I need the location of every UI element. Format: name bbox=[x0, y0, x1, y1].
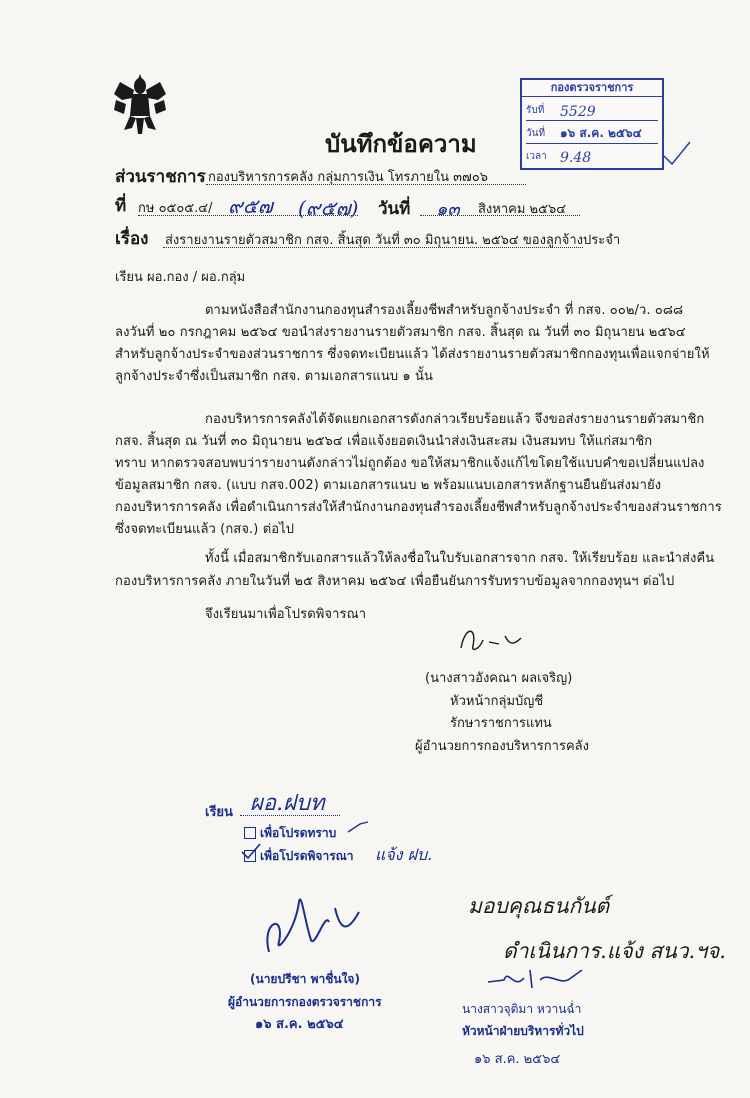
paragraph-line: กองบริหารการคลัง เพื่อดำเนินการส่งให้สำนักงานกองทุนสำรองเลี้ยงชีพสำหรับลูกจ้างประจำของส่วนราชการ bbox=[115, 500, 722, 515]
handwritten-order-line1: มอบคุณธนกันต์ bbox=[468, 894, 610, 918]
paragraph-line: ทราบ หากตรวจสอบพบว่ารายงานดังกล่าวไม่ถูกต้อง ขอให้สมาชิกแจ้งแก้ไขโดยใช้แบบคำขอเปลี่ยนแปลง bbox=[115, 456, 705, 471]
stamp-receive-number: 5529 bbox=[560, 104, 596, 120]
paragraph-line: กองบริหารการคลัง ภายในวันที่ ๒๕ สิงหาคม ๒๕๖๔ เพื่อยืนยันการรับทราบข้อมูลจากกองทุนฯ ต่อไป bbox=[115, 574, 675, 589]
signatory-1-acting: รักษาราชการแทน bbox=[450, 716, 552, 731]
minute-handwritten-note: แจ้ง ฝบ. bbox=[375, 845, 433, 864]
signature-1 bbox=[455, 622, 535, 662]
minute-handwritten-to: ผอ.ฝบท bbox=[250, 791, 325, 816]
stamp-label-receive: รับที่ bbox=[526, 105, 545, 116]
signature-3 bbox=[484, 962, 594, 996]
date-label: วันที่ bbox=[378, 199, 411, 219]
subject-label: เรื่อง bbox=[115, 229, 149, 249]
checkmark-icon bbox=[346, 820, 370, 840]
signatory-1-name: (นางสาวอังคณา ผลเจริญ) bbox=[425, 671, 573, 686]
date-day: ๑๓ bbox=[436, 199, 460, 220]
paragraph-line: ลูกจ้างประจำซึ่งเป็นสมาชิก กสจ. ตามเอกสารแนบ ๑ นั้น bbox=[115, 369, 433, 384]
signatory-3-position: หัวหน้าฝ่ายบริหารทั่วไป bbox=[462, 1024, 584, 1038]
checkmark-icon bbox=[662, 140, 692, 170]
receiving-stamp bbox=[520, 78, 664, 170]
signatory-2-name: (นายปรีชา พาชื่นใจ) bbox=[250, 972, 360, 986]
garuda-emblem-icon bbox=[110, 70, 170, 142]
checkbox-acknowledge[interactable] bbox=[244, 827, 256, 839]
ref-label: ที่ bbox=[115, 196, 127, 216]
signatory-3-name: นางสาวจุติมา หวานฉ่ำ bbox=[462, 1002, 582, 1016]
minute-label: เรียน bbox=[205, 805, 233, 820]
subject-value: ส่งรายงานรายตัวสมาชิก กสจ. สิ้นสุด วันที่ ๓๐ มิถุนายน. ๒๕๖๔ ของลูกจ้างประจำ bbox=[165, 233, 621, 248]
stamp-org: กองตรวจราชการ bbox=[522, 80, 662, 97]
closing-line: จึงเรียนมาเพื่อโปรดพิจารณา bbox=[205, 607, 367, 622]
signatory-1-office: ผู้อำนวยการกองบริหารการคลัง bbox=[415, 739, 589, 754]
signatory-2-date: ๑๖ ส.ค. ๒๕๖๔ bbox=[255, 1017, 344, 1032]
paragraph-line: สำหรับลูกจ้างประจำของส่วนราชการ ซึ่งจดทะเบียนแล้ว ได้ส่งรายงานรายตัวสมาชิกกองทุนเพื่อแจกจ่ายให้ bbox=[115, 347, 710, 362]
signature-2 bbox=[255, 882, 365, 966]
signatory-2-position: ผู้อำนวยการกองตรวจราชการ bbox=[228, 995, 382, 1009]
paragraph-line: กองบริหารการคลังได้จัดแยกเอกสารดังกล่าวเรียบร้อยแล้ว จึงขอส่งรายงานรายตัวสมาชิก bbox=[205, 412, 705, 427]
salutation: เรียน ผอ.กอง / ผอ.กลุ่ม bbox=[115, 270, 246, 285]
handwritten-order-line2: ดำเนินการ.แจ้ง สนว.ฯจ. bbox=[503, 939, 726, 963]
agency-value: กองบริหารการคลัง กลุ่มการเงิน โทรภายใน ๓๗๐๖ bbox=[208, 170, 489, 185]
paragraph-line: ทั้งนี้ เมื่อสมาชิกรับเอกสารแล้วให้ลงชื่อในใบรับเอกสารจาก กสจ. ให้เรียบร้อย และนำส่งคืน bbox=[205, 551, 715, 566]
checkmark-icon bbox=[240, 842, 262, 866]
stamp-label-date: วันที่ bbox=[526, 128, 546, 139]
page-title: บันทึกข้อความ bbox=[325, 129, 477, 158]
agency-label: ส่วนราชการ bbox=[115, 167, 206, 187]
stamp-label-time: เวลา bbox=[526, 151, 547, 162]
paragraph-line: ซึ่งจดทะเบียนแล้ว (กสจ.) ต่อไป bbox=[115, 522, 295, 537]
option-acknowledge: เพื่อโปรดทราบ bbox=[260, 826, 337, 840]
ref-prefix: กษ ๐๕๐๕.๔/ bbox=[138, 201, 213, 216]
stamp-time: 9.48 bbox=[560, 150, 592, 166]
paragraph-line: กสจ. สิ้นสุด ณ วันที่ ๓๐ มิถุนายน ๒๕๖๔ เพื่อแจ้งยอดเงินนำส่งเงินสะสม เงินสมทบ ให้แก่สมาชิก bbox=[115, 434, 653, 449]
ref-handwritten-number: ๙๕๗ bbox=[228, 194, 273, 218]
signatory-1-position: หัวหน้ากลุ่มบัญชี bbox=[450, 694, 544, 709]
date-month-year: สิงหาคม ๒๕๖๔ bbox=[478, 202, 567, 217]
signatory-3-date: ๑๖ ส.ค. ๒๕๖๔ bbox=[474, 1052, 561, 1067]
paragraph-line: ตามหนังสือสำนักงานกองทุนสำรองเลี้ยงชีพสำหรับลูกจ้างประจำ ที่ กสจ. ๐๐๒/ว. ๐๘๘ bbox=[205, 303, 684, 318]
ref-paren-number: (๙๕๗) bbox=[298, 196, 359, 220]
option-consider: เพื่อโปรดพิจารณา bbox=[260, 849, 354, 863]
stamp-date: ๑๖ ส.ค. ๒๕๖๔ bbox=[560, 126, 642, 140]
paragraph-line: ข้อมูลสมาชิก กสจ. (แบบ กสจ.002) ตามเอกสารแนบ ๒ พร้อมแนบเอกสารหลักฐานยืนยันส่งมายัง bbox=[115, 478, 662, 493]
paragraph-line: ลงวันที่ ๒๐ กรกฎาคม ๒๕๖๔ ขอนำส่งรายงานรายตัวสมาชิก กสจ. สิ้นสุด ณ วันที่ ๓๐ มิถุนายน ๒๕๖๔ bbox=[115, 325, 686, 340]
